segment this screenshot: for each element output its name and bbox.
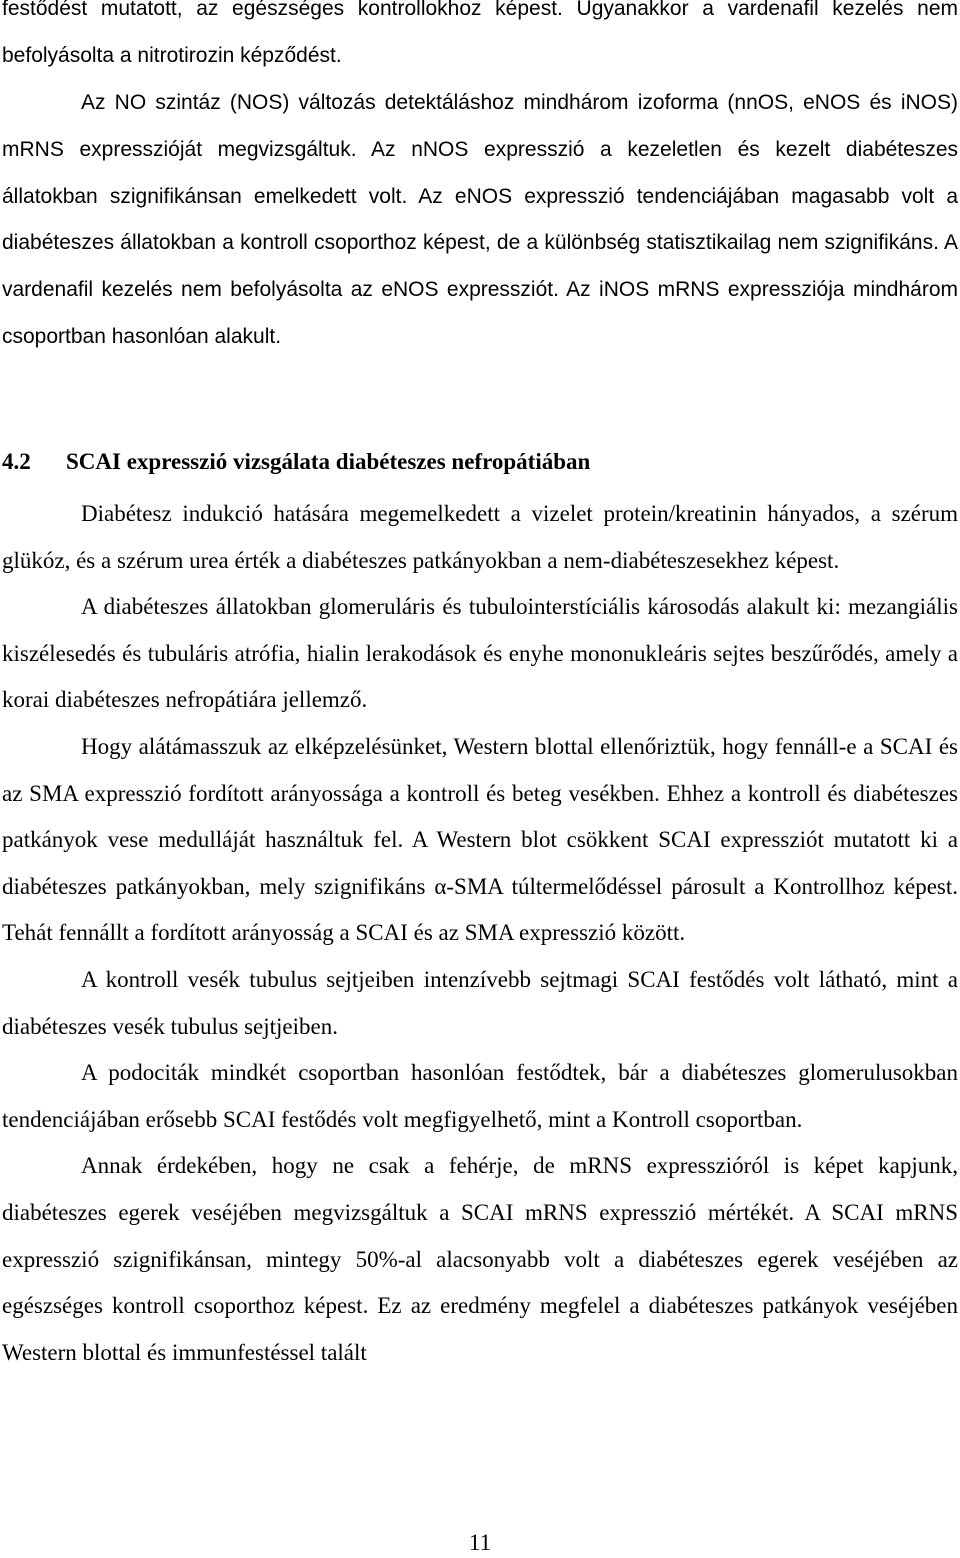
paragraph-western-blot: Hogy alátámasszuk az elképzelésünket, Western blottal ellenőriztük, hogy fennáll-e a SCAI és az SMA expresszió fordított arányossága a kontroll és beteg vesékben. Ehhez a kontroll és diabéteszes patkányok vese medulláját használtuk fel. A Western blot csökkent SCAI expressziót mutatott ki a diabéteszes patkányokban, mely szignifikáns α-SMA túltermelődéssel párosult a Kontrollhoz képest. Tehát fennállt a fordított arányosság a SCAI és az SMA expresszió között.	[2, 733, 958, 946]
paragraph-glomerular-damage: A diabéteszes állatokban glomeruláris és tubulointerstíciális károsodás alakult ki: mezangiális kiszélesedés és tubuláris atrófia, hialin lerakodások és enyhe mononukleáris sejtes beszűrődés, amely a korai diabéteszes nefropátiára jellemző.	[2, 594, 958, 713]
paragraph-nitrotyrosine: festődést mutatott, az egészséges kontrollokhoz képest. Ugyanakkor a vardenafil kezelés nem befolyásolta a nitrotirozin képződést.	[2, 0, 958, 67]
section-heading	[2, 442, 958, 482]
section-number: 4.2	[2, 449, 31, 474]
section-title: SCAI expresszió vizsgálata diabéteszes nefropátiában	[66, 449, 591, 474]
page-number: 11	[468, 1530, 492, 1555]
paragraph-nos-expression: Az NO szintáz (NOS) változás detektáláshoz mindhárom izoforma (nnOS, eNOS és iNOS) mRNS expresszióját megvizsgáltuk. Az nNOS expresszió a kezeletlen és kezelt diabéteszes állatokban szignifikánsan emelkedett volt. Az eNOS expresszió tendenciájában magasabb volt a diabéteszes állatokban a kontroll csoporthoz képest, de a különbség statisztikailag nem szignifikáns. A vardenafil kezelés nem befolyásolta az eNOS expressziót. Az iNOS mRNS expressziója mindhárom csoportban hasonlóan alakult.	[2, 91, 958, 348]
paragraph-tubulus-staining: A kontroll vesék tubulus sejtjeiben intenzívebb sejtmagi SCAI festődés volt látható, mint a diabéteszes vesék tubulus sejtjeiben.	[2, 966, 958, 1039]
document-page	[2, 0, 958, 1557]
paragraph-diabetes-induction: Diabétesz indukció hatására megemelkedett a vizelet protein/kreatinin hányados, a szérum glükóz, és a szérum urea érték a diabéteszes patkányokban a nem-diabéteszesekhez képest.	[2, 501, 958, 573]
paragraph-podocytes: A podociták mindkét csoportban hasonlóan festődtek, bár a diabéteszes glomerulusokban tendenciájában erősebb SCAI festődés volt megfigyelhető, mint a Kontroll csoportban.	[2, 1060, 958, 1132]
section-body	[2, 491, 958, 1376]
paragraph-mrna-expression: Annak érdekében, hogy ne csak a fehérje, de mRNS expresszióról is képet kapjunk, diabéteszes egerek veséjében megvizsgáltuk a SCAI mRNS expresszió mértékét. A SCAI mRNS expresszió szignifikánsan, mintegy 50%-al alacsonyabb volt a diabéteszes egerek veséjében az egészséges kontroll csoporthoz képest. Ez az eredmény megfelel a diabéteszes patkányok veséjében Western blottal és immunfestéssel talált	[2, 1153, 958, 1365]
